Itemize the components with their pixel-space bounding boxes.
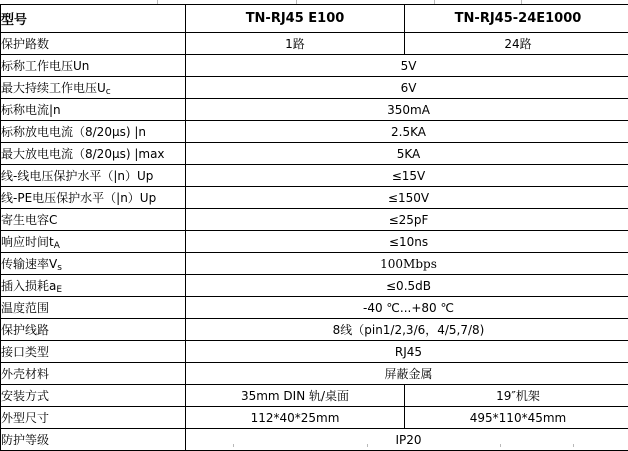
row-value: IP20 xyxy=(186,429,628,451)
row-value: ≤150V xyxy=(186,187,628,209)
row-label-text: 最大持续工作电压U xyxy=(1,81,106,95)
row-label: 温度范围 xyxy=(1,297,186,319)
header-model-2: TN-RJ45-24E1000 xyxy=(405,5,628,33)
row-value: RJ45 xyxy=(186,341,628,363)
row-value-2: 19″机架 xyxy=(405,385,628,407)
row-value-1: 1路 xyxy=(186,33,405,55)
row-value: -40 ℃...+80 ℃ xyxy=(186,297,628,319)
row-value: 6V xyxy=(186,77,628,99)
table-row xyxy=(1,187,628,209)
header-model-1: TN-RJ45 E100 xyxy=(186,5,405,33)
row-label: 标称放电电流（8/20μs) |n xyxy=(1,121,186,143)
table-row xyxy=(1,275,628,297)
table-row xyxy=(1,341,628,363)
table-row xyxy=(1,55,628,77)
table-row xyxy=(1,165,628,187)
row-value: 8线（pin1/2,3/6，4/5,7/8) xyxy=(186,319,628,341)
table-row xyxy=(1,297,628,319)
row-label: 线-线电压保护水平（|n）Up xyxy=(1,165,186,187)
row-value: 350mA xyxy=(186,99,628,121)
row-label xyxy=(1,275,186,297)
row-label: 保护线路 xyxy=(1,319,186,341)
table-row xyxy=(1,319,628,341)
row-label-text: 响应时间t xyxy=(1,235,54,249)
table-row xyxy=(1,209,628,231)
row-label-subscript: s xyxy=(57,263,62,273)
row-label: 接口类型 xyxy=(1,341,186,363)
table-row xyxy=(1,143,628,165)
row-label xyxy=(1,77,186,99)
row-value-1: 35mm DIN 轨/桌面 xyxy=(186,385,405,407)
row-label-subscript: A xyxy=(54,241,60,251)
row-label: 最大放电电流（8/20μs) |max xyxy=(1,143,186,165)
table-row xyxy=(1,231,628,253)
row-value: ≤15V xyxy=(186,165,628,187)
row-value: 2.5KA xyxy=(186,121,628,143)
table-row xyxy=(1,407,628,429)
table-row xyxy=(1,99,628,121)
row-label: 寄生电容C xyxy=(1,209,186,231)
table-row xyxy=(1,385,628,407)
row-value: ≤0.5dB xyxy=(186,275,628,297)
row-label-subscript: E xyxy=(56,285,62,295)
row-value-2: 24路 xyxy=(405,33,628,55)
header-model-label: 型号 xyxy=(1,5,186,33)
row-label: 标称电流|n xyxy=(1,99,186,121)
row-label: 防护等级 xyxy=(1,429,186,451)
row-value-1: 112*40*25mm xyxy=(186,407,405,429)
spec-table xyxy=(0,4,628,451)
row-label: 保护路数 xyxy=(1,33,186,55)
row-label xyxy=(1,231,186,253)
row-value-2: 495*110*45mm xyxy=(405,407,628,429)
table-row xyxy=(1,121,628,143)
row-label: 线-PE电压保护水平（|n）Up xyxy=(1,187,186,209)
row-value: 5V xyxy=(186,55,628,77)
row-label: 标称工作电压Un xyxy=(1,55,186,77)
table-row xyxy=(1,33,628,55)
row-label: 安装方式 xyxy=(1,385,186,407)
table-row xyxy=(1,253,628,275)
table-row xyxy=(1,429,628,451)
table-row xyxy=(1,363,628,385)
row-value: ≤25pF xyxy=(186,209,628,231)
row-value: ≤10ns xyxy=(186,231,628,253)
row-value: 屏蔽金属 xyxy=(186,363,628,385)
row-label xyxy=(1,253,186,275)
row-label-subscript: c xyxy=(106,87,111,97)
row-label-text: 传输速率V xyxy=(1,257,57,271)
row-label-text: 插入损耗a xyxy=(1,279,56,293)
row-label: 外壳材料 xyxy=(1,363,186,385)
row-value: 5KA xyxy=(186,143,628,165)
header-row xyxy=(1,5,628,33)
table-row xyxy=(1,77,628,99)
row-value: 100Mbps xyxy=(186,253,628,275)
row-label: 外型尺寸 xyxy=(1,407,186,429)
